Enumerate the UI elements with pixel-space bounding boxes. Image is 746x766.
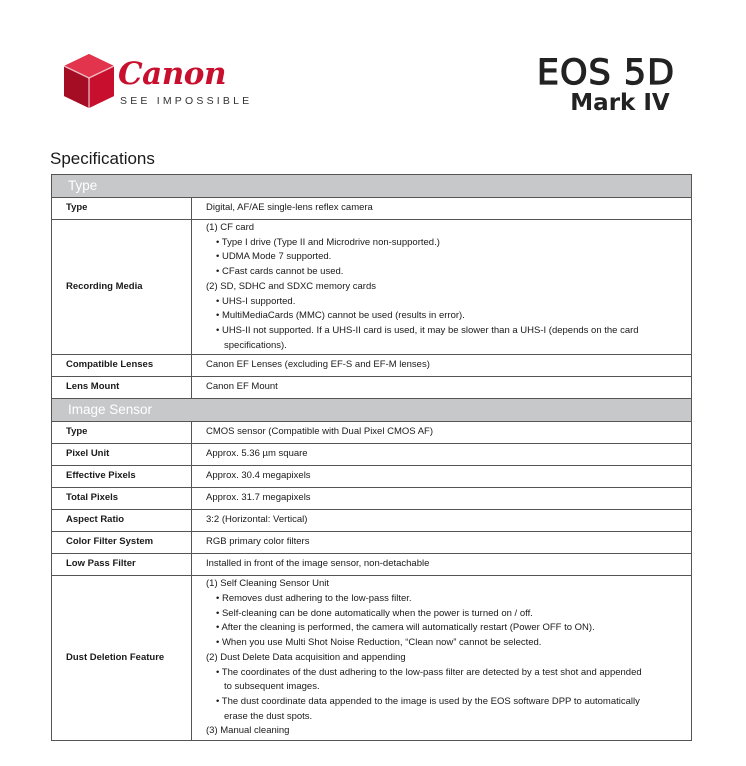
spec-bullet: • UDMA Mode 7 supported.	[216, 251, 332, 263]
section-header	[52, 175, 692, 198]
spec-label: Lens Mount	[52, 377, 192, 399]
spec-label: Recording Media	[52, 220, 192, 355]
spec-bullet: • UHS-I supported.	[216, 295, 296, 307]
table-row	[52, 198, 692, 220]
table-row	[52, 576, 692, 741]
spec-label: Color Filter System	[52, 532, 192, 554]
spec-line: to subsequent images.	[224, 681, 320, 693]
spec-value	[192, 532, 692, 554]
canon-cube-icon	[60, 52, 118, 110]
brand-name: Canon	[118, 56, 227, 92]
spec-line: erase the dust spots.	[224, 710, 313, 722]
table-row	[52, 532, 692, 554]
table-row	[52, 220, 692, 355]
spec-value	[192, 554, 692, 576]
spec-bullet: • Self-cleaning can be done automatically when the power is turned on / off.	[216, 607, 533, 619]
spec-bullet: • MultiMediaCards (MMC) cannot be used (results in error).	[216, 310, 465, 322]
table-row	[52, 488, 692, 510]
spec-label: Type	[52, 198, 192, 220]
spec-label: Compatible Lenses	[52, 355, 192, 377]
section-header	[52, 399, 692, 422]
spec-line: CMOS sensor (Compatible with Dual Pixel CMOS AF)	[206, 426, 434, 438]
spec-line: Approx. 31.7 megapixels	[206, 492, 311, 504]
section-header-label: Image Sensor	[52, 399, 692, 422]
spec-line: (1) CF card	[206, 222, 255, 233]
spec-line: Installed in front of the image sensor, non-detachable	[206, 558, 430, 570]
spec-value	[192, 377, 692, 399]
specifications-table	[51, 174, 692, 741]
spec-line: Approx. 30.4 megapixels	[206, 470, 311, 482]
table-row	[52, 377, 692, 399]
spec-value	[192, 198, 692, 220]
spec-value	[192, 355, 692, 377]
model-variant: Mark IV	[570, 90, 670, 116]
spec-bullet: • Type I drive (Type II and Microdrive non-supported.)	[216, 236, 440, 248]
spec-bullet: • CFast cards cannot be used.	[216, 266, 344, 278]
spec-bullet: • Removes dust adhering to the low-pass filter.	[216, 593, 412, 605]
spec-label: Pixel Unit	[52, 444, 192, 466]
spec-line: specifications).	[224, 339, 287, 351]
spec-value	[192, 220, 692, 355]
spec-line: Canon EF Lenses (excluding EF-S and EF-M lenses)	[206, 359, 430, 371]
page-title: Specifications	[50, 149, 155, 168]
spec-bullet: • UHS-II not supported. If a UHS-II card is used, it may be slower than a UHS-I (depends on the card	[216, 324, 639, 336]
spec-value	[192, 510, 692, 532]
spec-label: Effective Pixels	[52, 466, 192, 488]
spec-label: Aspect Ratio	[52, 510, 192, 532]
table-row	[52, 466, 692, 488]
spec-line: (2) Dust Delete Data acquisition and appending	[206, 651, 406, 663]
model-logo	[516, 54, 696, 114]
spec-label: Total Pixels	[52, 488, 192, 510]
spec-bullet: • The dust coordinate data appended to the image is used by the EOS software DPP to automatically	[216, 695, 640, 707]
spec-value	[192, 422, 692, 444]
spec-line: Approx. 5.36 µm square	[206, 448, 308, 460]
spec-line: (1) Self Cleaning Sensor Unit	[206, 578, 330, 590]
spec-line: Canon EF Mount	[206, 381, 278, 393]
table-row	[52, 554, 692, 576]
table-row	[52, 444, 692, 466]
spec-line: (3) Manual cleaning	[206, 725, 290, 737]
spec-line: 3:2 (Horizontal: Vertical)	[206, 514, 308, 526]
model-name: EOS 5D	[536, 53, 676, 93]
spec-value	[192, 576, 692, 741]
brand-tagline: SEE IMPOSSIBLE	[120, 95, 253, 107]
spec-label: Dust Deletion Feature	[52, 576, 192, 741]
section-header-label: Type	[52, 175, 692, 198]
table-row	[52, 510, 692, 532]
spec-value	[192, 488, 692, 510]
spec-value	[192, 466, 692, 488]
spec-label: Low Pass Filter	[52, 554, 192, 576]
table-row	[52, 355, 692, 377]
spec-line: Digital, AF/AE single-lens reflex camera	[206, 202, 373, 214]
spec-value	[192, 444, 692, 466]
spec-line: RGB primary color filters	[206, 536, 310, 548]
canon-logo	[60, 52, 260, 114]
spec-bullet: • When you use Multi Shot Noise Reduction, “Clean now” cannot be selected.	[216, 637, 542, 649]
spec-line: (2) SD, SDHC and SDXC memory cards	[206, 280, 376, 292]
spec-label: Type	[52, 422, 192, 444]
table-row	[52, 422, 692, 444]
spec-bullet: • The coordinates of the dust adhering to the low-pass filter are detected by a test shot and appended	[216, 666, 642, 678]
spec-bullet: • After the cleaning is performed, the camera will automatically restart (Power OFF to ON).	[216, 622, 595, 634]
